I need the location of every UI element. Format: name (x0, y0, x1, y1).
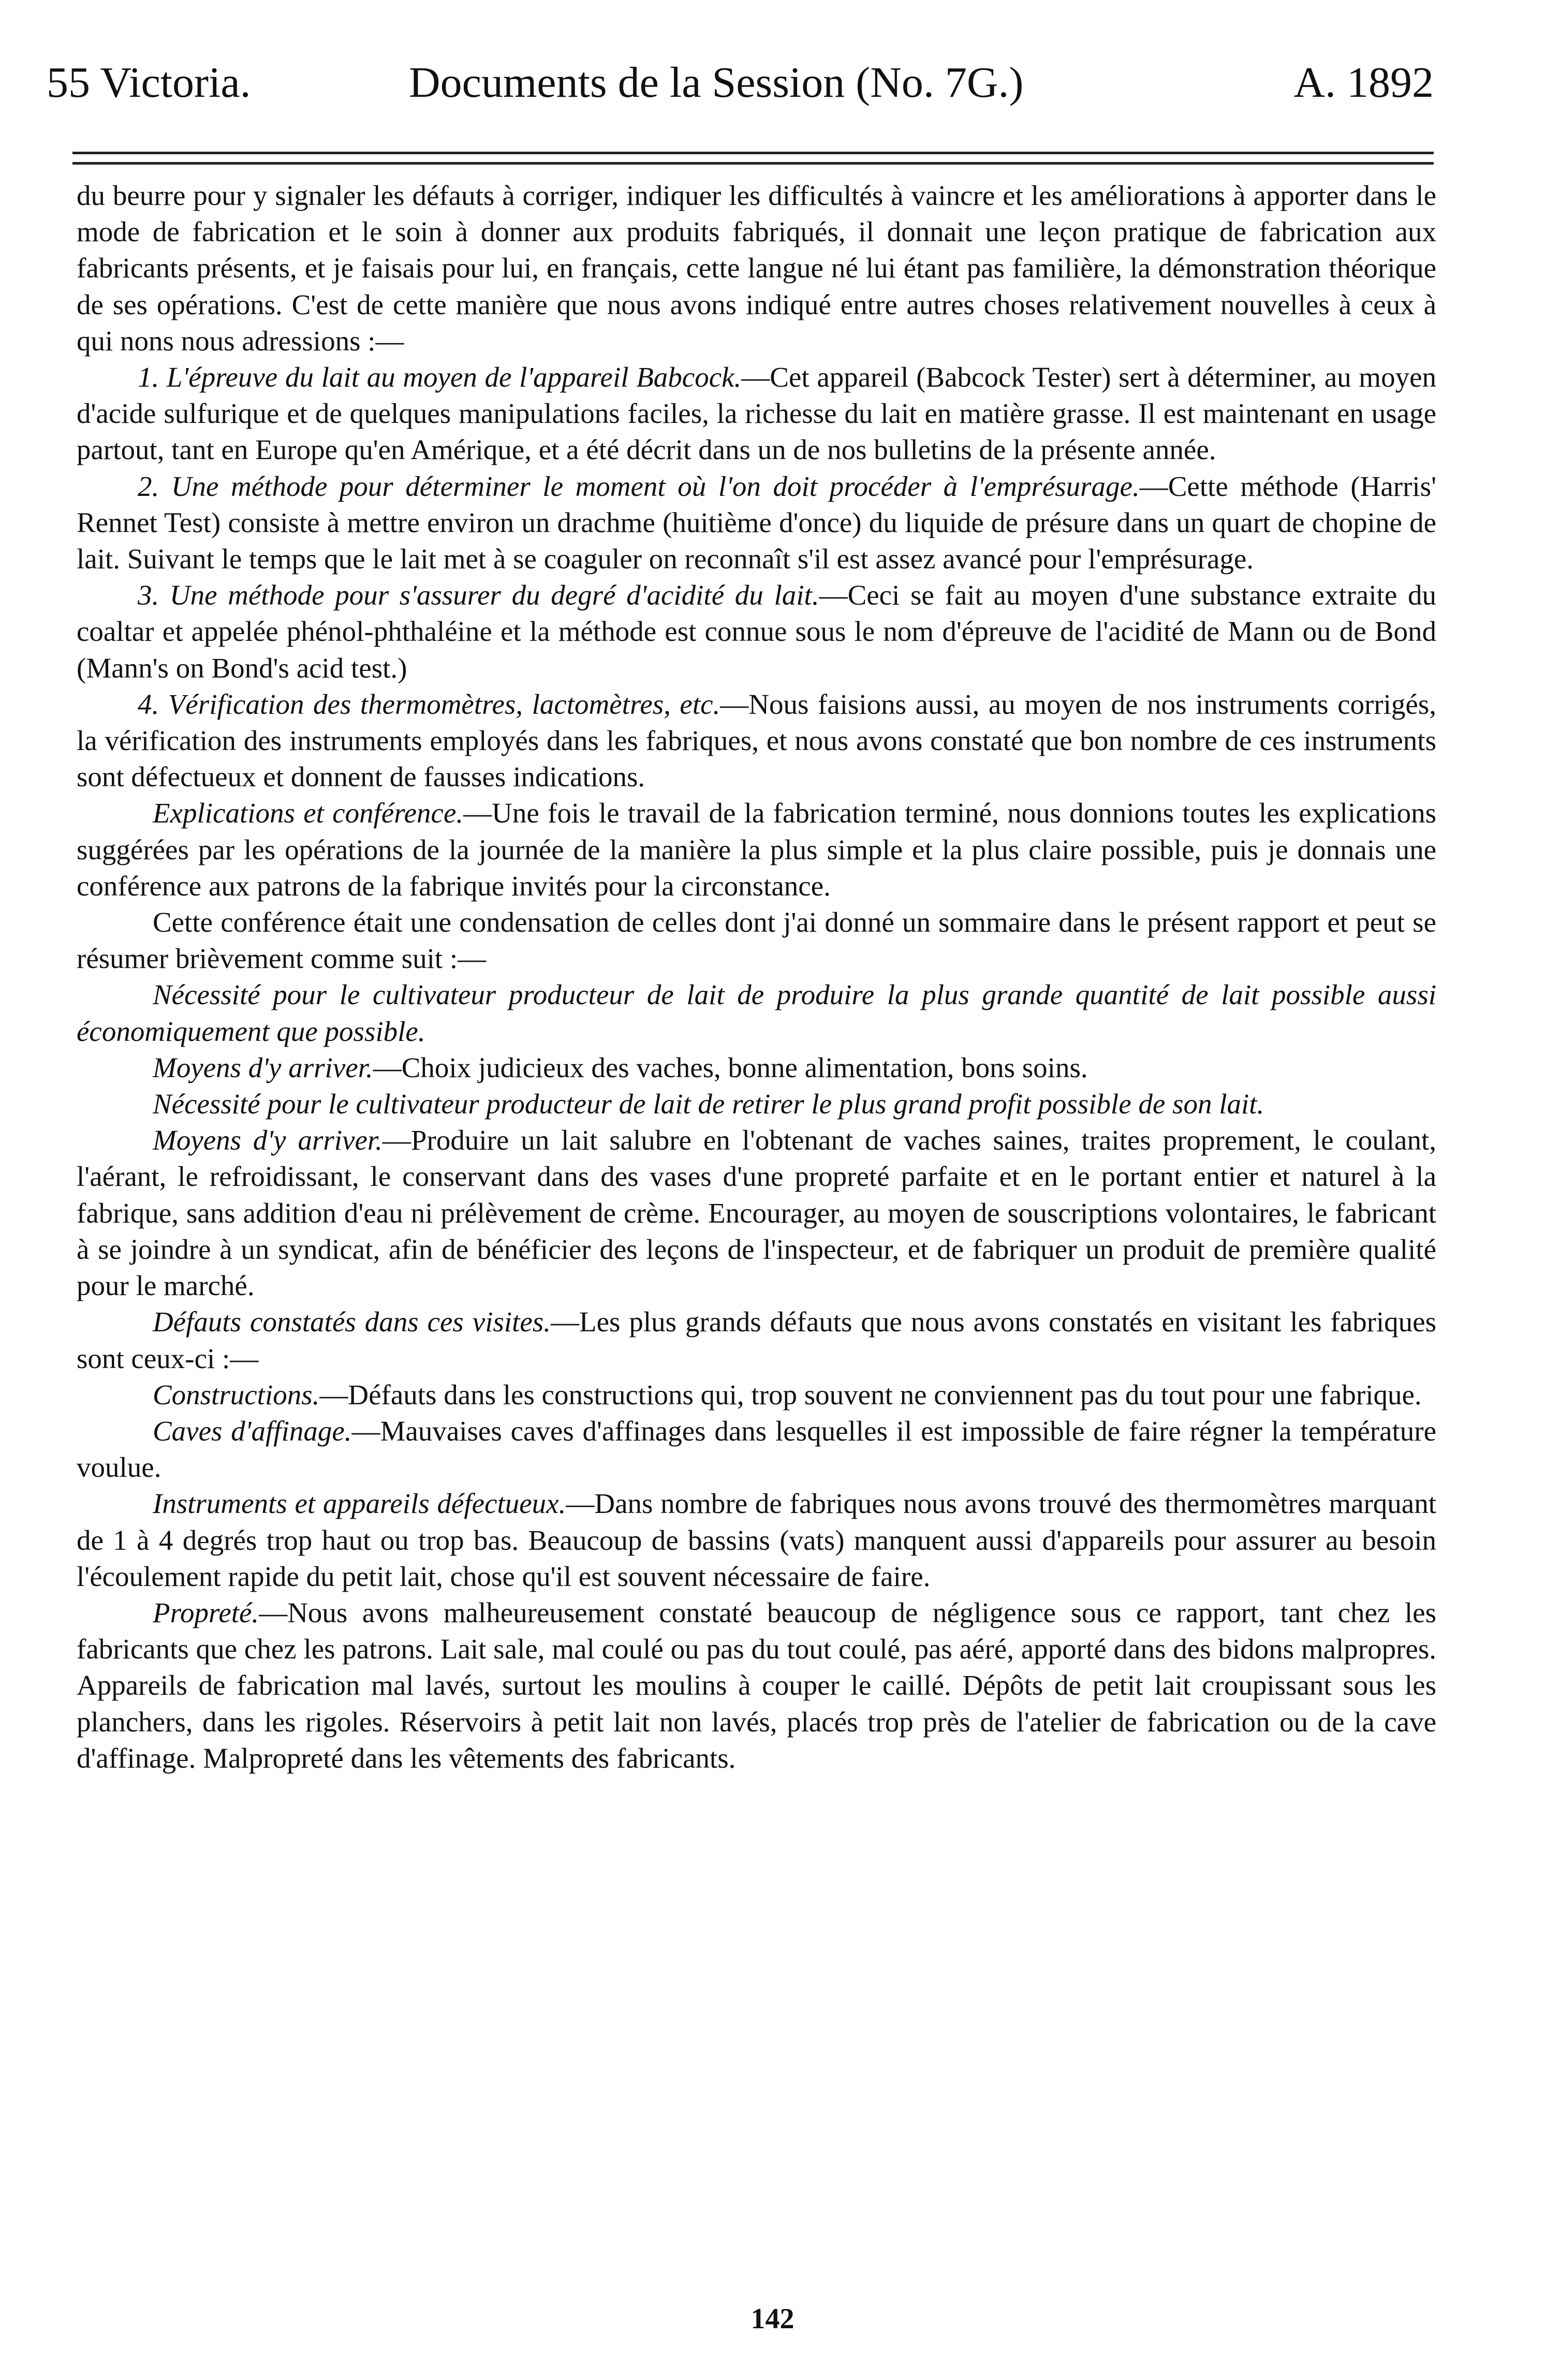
header-volume: 55 Victoria. (47, 58, 251, 107)
paragraph-necessite-quantite: Nécessité pour le cultivateur producteur de lait de produire la plus grande quantité de lait possible aussi économiquement que possible. (77, 979, 1436, 1047)
header-rule-top (72, 152, 1434, 154)
paragraph-verification: 4. Vérification des thermomètres, lactomètres, etc.—Nous faisions aussi, au moyen de nos instruments corrigés, la vérification des instruments employés dans les fabriques, et nous avons constaté que bon nombre de ces instruments sont défectueux et donnent de fausses indications. (77, 688, 1437, 793)
paragraph-acidite: 3. Une méthode pour s'assurer du degré d'acidité du lait.—Ceci se fait au moyen d'une substance extraite du coaltar et appelée phénol-phthaléine et la méthode est connue sous le nom d'épreuve de l'acidité de Mann ou de Bond (Mann's on Bond's acid test.) (77, 579, 1436, 684)
paragraph-conference: Cette conférence était une condensation de celles dont j'ai donné un sommaire dans le présent rapport et peut se résumer brièvement comme suit :— (77, 906, 1436, 975)
paragraph-emprésurage: 2. Une méthode pour déterminer le moment où l'on doit procéder à l'emprésurage.—Cette méthode (Harris' Rennet Test) consiste à mettre environ un drachme (huitième d'once) du liquide de présure dans un quart de chopine de lait. Suivant le temps que le lait met à se coaguler on reconnaît s'il est assez avancé pour l'emprésurage. (77, 470, 1436, 575)
body-text (77, 178, 1436, 1776)
paragraph-moyens-2: Moyens d'y arriver.—Produire un lait salubre en l'obtenant de vaches saines, traites proprement, le coulant, l'aérant, le refroidissant, le conservant dans des vases d'une propreté parfaite et en le portant entier et naturel à la fabrique, sans addition d'eau ni prélèvement de crème. Encourager, au moyen de souscriptions volontaires, le fabricant à se joindre à un syndicat, afin de bénéficier des leçons de l'inspecteur, et de fabriquer un produit de première qualité pour le marché. (77, 1124, 1436, 1302)
paragraph-instruments: Instruments et appareils défectueux.—Dans nombre de fabriques nous avons trouvé des thermomètres marquant de 1 à 4 degrés trop haut ou trop bas. Beaucoup de bassins (vats) manquent aussi d'appareils pour assurer au besoin l'écoulement rapide du petit lait, chose qu'il est souvent nécessaire de faire. (77, 1488, 1436, 1592)
header-title: Documents de la Session (No. 7G.) (409, 58, 1024, 107)
paragraph-proprete: Propreté.—Nous avons malheureusement constaté beaucoup de négligence sous ce rapport, tant chez les fabricants que chez les patrons. Lait sale, mal coulé ou pas du tout coulé, pas aéré, apporté dans des bidons malpropres. Appareils de fabrication mal lavés, surtout les moulins à couper le caillé. Dépôts de petit lait croupissant sous les planchers, dans les rigoles. Réservoirs à petit lait non lavés, placés trop près de l'atelier de fabrication ou de la cave d'affinage. Malpropreté dans les vêtements des fabricants. (77, 1596, 1436, 1774)
paragraph-defauts: Défauts constatés dans ces visites.—Les plus grands défauts que nous avons constatés en visitant les fabriques sont ceux-ci :— (77, 1306, 1436, 1374)
paragraph-necessite-profit: Nécessité pour le cultivateur producteur de lait de retirer le plus grand profit possible de son lait. (153, 1088, 1264, 1120)
paragraph-moyens-1: Moyens d'y arriver.—Choix judicieux des vaches, bonne alimentation, bons soins. (153, 1051, 1088, 1083)
paragraph-explications: Explications et conférence.—Une fois le travail de la fabrication terminé, nous donnions toutes les explications suggérées par les opérations de la journée de la manière la plus simple et la plus claire possible, puis je donnais une conférence aux patrons de la fabrique invités pour la circonstance. (77, 797, 1436, 902)
paragraph-caves: Caves d'affinage.—Mauvaises caves d'affinages dans lesquelles il est impossible de faire régner la température voulue. (77, 1415, 1436, 1483)
paragraph-continuation: du beurre pour y signaler les défauts à corriger, indiquer les difficultés à vaincre et les améliorations à apporter dans le mode de fabrication et le soin à donner aux produits fabriqués, il donnait une leçon pratique de fabrication aux fabricants présents, et je faisais pour lui, en français, cette langue né lui étant pas familière, la démonstration théorique de ses opérations. C'est de cette manière que nous avons indiqué entre autres choses relativement nouvelles à ceux à qui nons nous adressions :— (77, 180, 1436, 357)
paragraph-constructions: Constructions.—Défauts dans les constructions qui, trop souvent ne conviennent pas du tout pour une fabrique. (153, 1378, 1422, 1411)
header-year: A. 1892 (1293, 58, 1434, 107)
paragraph-babcock: 1. L'épreuve du lait au moyen de l'appareil Babcock.—Cet appareil (Babcock Tester) sert à déterminer, au moyen d'acide sulfurique et de quelques manipulations faciles, la richesse du lait en matière grasse. Il est maintenant en usage partout, tant en Europe qu'en Amérique, et a été décrit dans un de nos bulletins de la présente année. (77, 361, 1436, 466)
page-number: 142 (751, 2303, 794, 2335)
running-header (47, 54, 1434, 111)
header-rule-bottom (72, 162, 1434, 165)
